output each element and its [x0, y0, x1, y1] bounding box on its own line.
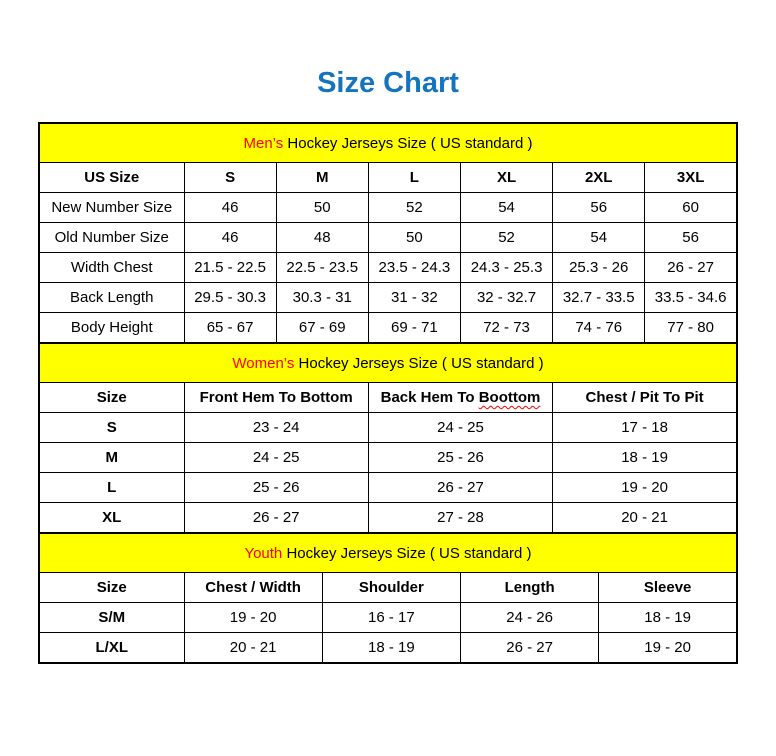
size-value-cell: 17 - 18	[553, 413, 737, 443]
size-value-cell: 54	[553, 223, 645, 253]
column-header: L	[368, 163, 460, 193]
size-value-cell: 19 - 20	[553, 473, 737, 503]
row-label: S	[39, 413, 184, 443]
womens-size-table	[38, 342, 738, 534]
row-label: S/M	[39, 603, 184, 633]
column-header: Size	[39, 383, 184, 413]
size-value-cell: 32.7 - 33.5	[553, 283, 645, 313]
section-title-accent: Men’s	[243, 134, 284, 152]
size-value-cell: 23.5 - 24.3	[368, 253, 460, 283]
table-row	[39, 253, 737, 283]
size-value-cell: 19 - 20	[184, 603, 322, 633]
size-value-cell: 26 - 27	[645, 253, 737, 283]
size-value-cell: 20 - 21	[553, 503, 737, 534]
size-value-cell: 27 - 28	[368, 503, 552, 534]
table-row	[39, 313, 737, 344]
column-header: S	[184, 163, 276, 193]
section-title-text: Hockey Jerseys Size ( US standard )	[294, 354, 544, 372]
size-value-cell: 31 - 32	[368, 283, 460, 313]
row-label: New Number Size	[39, 193, 184, 223]
size-value-cell: 29.5 - 30.3	[184, 283, 276, 313]
size-value-cell: 32 - 32.7	[460, 283, 552, 313]
size-chart	[0, 122, 776, 664]
size-value-cell: 25 - 26	[184, 473, 368, 503]
size-value-cell: 46	[184, 223, 276, 253]
row-label: M	[39, 443, 184, 473]
column-header: Chest / Pit To Pit	[553, 383, 737, 413]
size-value-cell: 19 - 20	[599, 633, 737, 664]
size-value-cell: 18 - 19	[553, 443, 737, 473]
table-row	[39, 443, 737, 473]
mens-columns-row	[39, 163, 737, 193]
row-label: Body Height	[39, 313, 184, 344]
table-row	[39, 413, 737, 443]
column-header: US Size	[39, 163, 184, 193]
size-value-cell: 24 - 26	[461, 603, 599, 633]
size-value-cell: 21.5 - 22.5	[184, 253, 276, 283]
size-value-cell: 25 - 26	[368, 443, 552, 473]
mens-section-header-row	[39, 123, 737, 163]
size-value-cell: 24 - 25	[184, 443, 368, 473]
size-value-cell: 24 - 25	[368, 413, 552, 443]
womens-section-header-row	[39, 343, 737, 383]
size-value-cell: 16 - 17	[322, 603, 460, 633]
size-value-cell: 26 - 27	[461, 633, 599, 664]
size-value-cell: 50	[368, 223, 460, 253]
size-value-cell: 22.5 - 23.5	[276, 253, 368, 283]
row-label: Back Length	[39, 283, 184, 313]
youth-section-header	[39, 533, 737, 573]
column-header: 2XL	[553, 163, 645, 193]
section-title-text: Hockey Jerseys Size ( US standard )	[283, 134, 533, 152]
column-header: XL	[460, 163, 552, 193]
womens-section-header	[39, 343, 737, 383]
size-value-cell: 26 - 27	[368, 473, 552, 503]
youth-section-header-row	[39, 533, 737, 573]
size-value-cell: 56	[553, 193, 645, 223]
column-header: 3XL	[645, 163, 737, 193]
size-value-cell: 23 - 24	[184, 413, 368, 443]
size-value-cell: 18 - 19	[599, 603, 737, 633]
table-row	[39, 223, 737, 253]
size-value-cell: 33.5 - 34.6	[645, 283, 737, 313]
size-value-cell: 60	[645, 193, 737, 223]
misspelled-word-wavy: Boottom	[478, 389, 541, 406]
row-label: L/XL	[39, 633, 184, 664]
row-label: XL	[39, 503, 184, 534]
size-value-cell: 67 - 69	[276, 313, 368, 344]
size-value-cell: 74 - 76	[553, 313, 645, 344]
youth-columns-row	[39, 573, 737, 603]
size-value-cell: 54	[460, 193, 552, 223]
womens-columns-row	[39, 383, 737, 413]
column-header: Chest / Width	[184, 573, 322, 603]
page-title: Size Chart	[317, 67, 459, 99]
row-label: Old Number Size	[39, 223, 184, 253]
section-title-accent: Women’s	[232, 354, 295, 372]
row-label: L	[39, 473, 184, 503]
size-value-cell: 65 - 67	[184, 313, 276, 344]
size-value-cell: 77 - 80	[645, 313, 737, 344]
size-value-cell: 52	[460, 223, 552, 253]
section-title-accent: Youth	[244, 544, 283, 562]
mens-size-table	[38, 122, 738, 344]
size-value-cell: 48	[276, 223, 368, 253]
column-header-text: Back Hem To	[380, 389, 479, 406]
size-value-cell: 25.3 - 26	[553, 253, 645, 283]
size-value-cell: 69 - 71	[368, 313, 460, 344]
youth-size-table	[38, 532, 738, 664]
column-header: Front Hem To Bottom	[184, 383, 368, 413]
row-label: Width Chest	[39, 253, 184, 283]
table-row	[39, 603, 737, 633]
size-value-cell: 20 - 21	[184, 633, 322, 664]
size-value-cell: 72 - 73	[460, 313, 552, 344]
section-title-text: Hockey Jerseys Size ( US standard )	[282, 544, 532, 562]
column-header: Size	[39, 573, 184, 603]
table-row	[39, 503, 737, 534]
size-value-cell: 26 - 27	[184, 503, 368, 534]
size-value-cell: 18 - 19	[322, 633, 460, 664]
column-header: M	[276, 163, 368, 193]
size-value-cell: 56	[645, 223, 737, 253]
table-row	[39, 473, 737, 503]
table-row	[39, 633, 737, 664]
size-value-cell: 52	[368, 193, 460, 223]
table-row	[39, 193, 737, 223]
table-row	[39, 283, 737, 313]
column-header	[368, 383, 552, 413]
column-header: Length	[461, 573, 599, 603]
column-header: Sleeve	[599, 573, 737, 603]
size-value-cell: 30.3 - 31	[276, 283, 368, 313]
mens-section-header	[39, 123, 737, 163]
column-header: Shoulder	[322, 573, 460, 603]
size-value-cell: 24.3 - 25.3	[460, 253, 552, 283]
size-value-cell: 46	[184, 193, 276, 223]
size-value-cell: 50	[276, 193, 368, 223]
